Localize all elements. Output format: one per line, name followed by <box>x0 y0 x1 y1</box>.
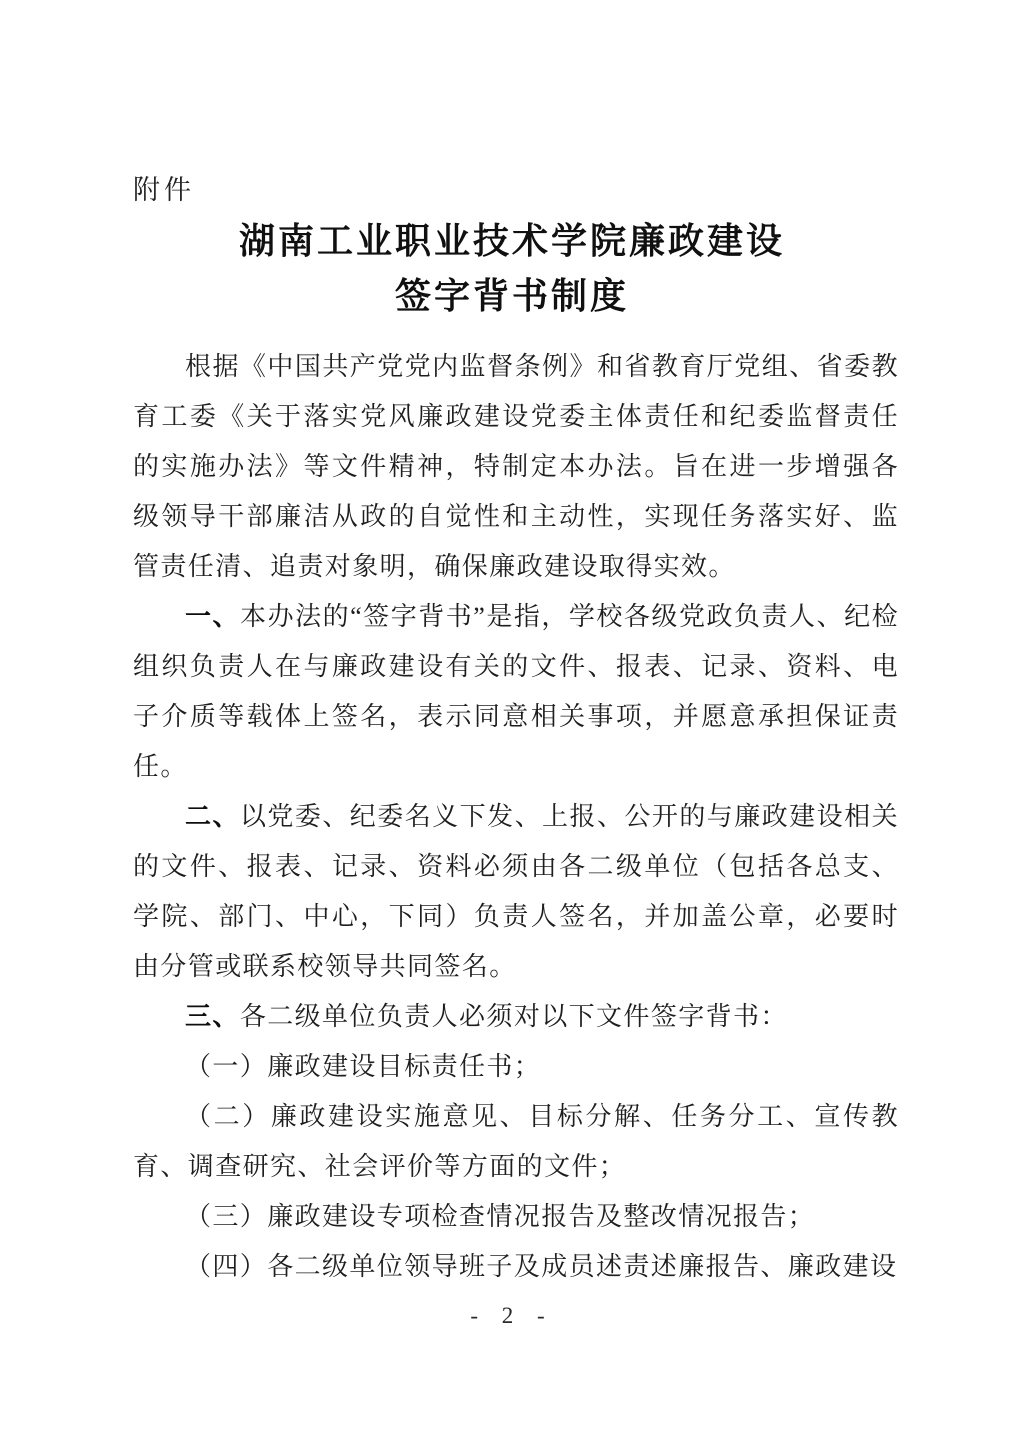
paragraph-text: （一）廉政建设目标责任书； <box>185 1052 542 1081</box>
page-number: - 2 - <box>470 1303 554 1328</box>
paragraph-item-1 <box>133 592 899 792</box>
paragraph-text: （三）廉政建设专项检查情况报告及整改情况报告； <box>185 1202 816 1231</box>
paragraph-text: 根据《中国共产党党内监督条例》和省教育厅党组、省委教育工委《关于落实党风廉政建设党委主体责任和纪委监督责任的实施办法》等文件精神，特制定本办法。旨在进一步增强各级领导干部廉洁从政的自觉性和主动性，实现任务落实好、监管责任清、追责对象明，确保廉政建设取得实效。 <box>133 352 899 581</box>
paragraph-text: 各二级单位负责人必须对以下文件签字背书： <box>239 1002 788 1031</box>
document-body <box>133 342 899 1292</box>
title-line-1: 湖南工业职业技术学院廉政建设 <box>238 221 785 261</box>
paragraph-item-2 <box>133 792 899 992</box>
paragraph-item-3 <box>133 992 899 1042</box>
paragraph-subitem-2 <box>133 1092 899 1192</box>
paragraph-text: （四）各二级单位领导班子及成员述责述廉报告、廉政建设 <box>185 1252 898 1281</box>
paragraph-text: 本办法的“签字背书”是指，学校各级党政负责人、纪检组织负责人在与廉政建设有关的文件、报表、记录、资料、电子介质等载体上签名，表示同意相关事项，并愿意承担保证责任。 <box>133 602 899 781</box>
paragraph-subitem-3 <box>133 1192 899 1242</box>
paragraph-subitem-1 <box>133 1042 899 1092</box>
document-title <box>0 214 1024 324</box>
ordinal-prefix: 三、 <box>185 1002 240 1031</box>
paragraph-intro <box>133 342 899 592</box>
paragraph-subitem-4 <box>133 1242 899 1292</box>
title-line-2: 签字背书制度 <box>394 276 629 316</box>
paragraph-text: （二）廉政建设实施意见、目标分解、任务分工、宣传教育、调查研究、社会评价等方面的文件； <box>133 1102 899 1181</box>
paragraph-text: 以党委、纪委名义下发、上报、公开的与廉政建设相关的文件、报表、记录、资料必须由各二级单位（包括各总支、学院、部门、中心，下同）负责人签名，并加盖公章，必要时由分管或联系校领导共同签名。 <box>133 802 899 981</box>
ordinal-prefix: 二、 <box>185 802 240 831</box>
ordinal-prefix: 一、 <box>185 602 241 631</box>
attachment-label: 附件 <box>133 175 195 205</box>
